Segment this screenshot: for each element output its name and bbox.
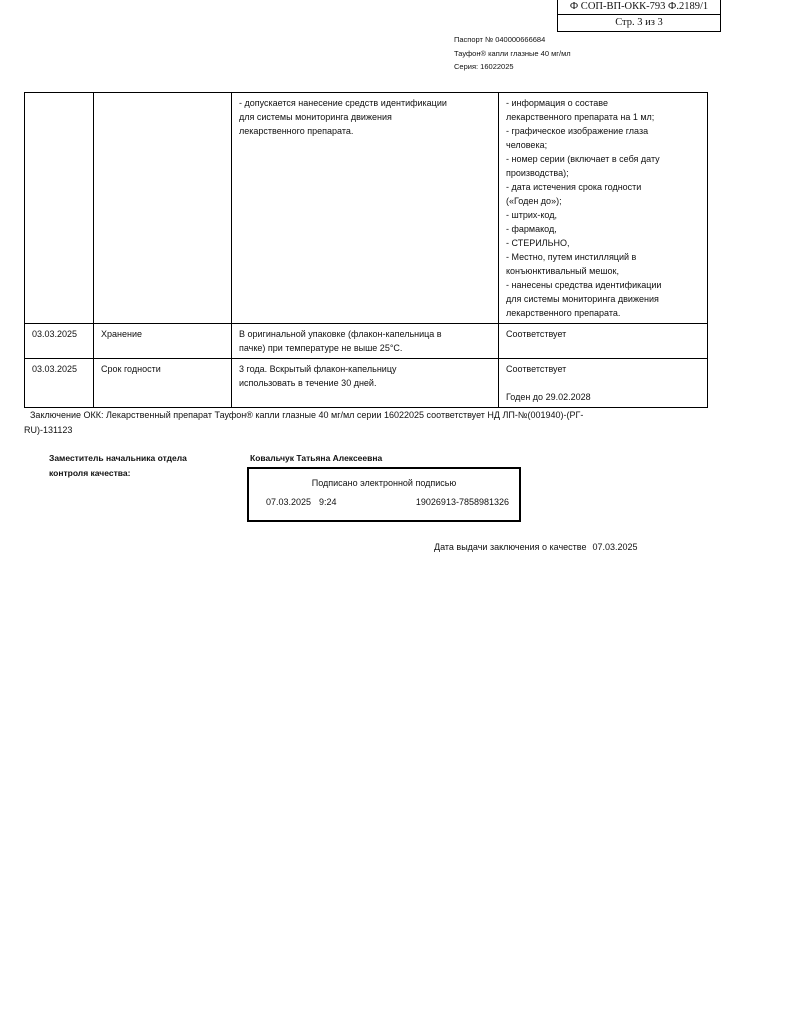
product-name: Тауфон® капли глазные 40 мг/мл (454, 48, 571, 58)
result-line: Соответствует (506, 364, 567, 374)
requirement-line: В оригинальной упаковке (флакон-капельница в (239, 329, 442, 339)
cell-result (499, 359, 708, 408)
table-row (25, 93, 708, 324)
requirement-line: 3 года. Вскрытый флакон-капельницу (239, 364, 397, 374)
result-line: человека; (506, 140, 548, 150)
result-line: - Местно, путем инстилляций в (506, 252, 637, 262)
cell-name: Срок годности (94, 359, 232, 408)
cell-name: Хранение (94, 324, 232, 359)
result-line: - дата истечения срока годности (506, 182, 642, 192)
issue-date-line (434, 542, 638, 552)
issue-label: Дата выдачи заключения о качестве (434, 542, 587, 552)
cell-date: 03.03.2025 (25, 359, 94, 408)
table-row (25, 324, 708, 359)
cell-result: Соответствует (499, 324, 708, 359)
issue-date: 07.03.2025 (592, 542, 638, 552)
result-line: («Годен до»); (506, 196, 562, 206)
esign-time: 9:24 (319, 497, 337, 507)
conclusion-label: Заключение ОКК: (30, 410, 104, 420)
position-line: контроля качества: (49, 468, 131, 478)
result-line: для системы мониторинга движения (506, 294, 659, 304)
result-line: - графическое изображение глаза (506, 126, 649, 136)
series-number: Серия: 16022025 (454, 62, 514, 71)
result-line: - информация о составе (506, 98, 608, 108)
requirement-line: использовать в течение 30 дней. (239, 378, 377, 388)
cell-date: 03.03.2025 (25, 324, 94, 359)
cell-requirement (232, 359, 499, 408)
result-line: производства); (506, 168, 569, 178)
signer-position (49, 451, 187, 481)
result-line: лекарственного препарата на 1 мл; (506, 112, 655, 122)
esign-certificate-id: 19026913-7858981326 (415, 497, 509, 507)
form-code: Ф СОП-ВП-ОКК-793 Ф.2189/1 (558, 0, 720, 15)
expiry-date: Годен до 29.02.2028 (506, 392, 591, 402)
cell-name (94, 93, 232, 324)
esign-date: 07.03.2025 (266, 497, 312, 507)
result-line: - нанесены средства идентификации (506, 280, 662, 290)
esign-header: Подписано электронной подписью (311, 478, 457, 488)
passport-number: Паспорт № 040000666684 (454, 35, 546, 44)
table-row (25, 359, 708, 408)
cell-requirement (232, 324, 499, 359)
page-number: Стр. 3 из 3 (615, 17, 663, 28)
requirement-line: пачке) при температуре не выше 25°С. (239, 343, 403, 353)
cell-date (25, 93, 94, 324)
conclusion-text: Лекарственный препарат Тауфон® капли глазные 40 мг/мл серии 16022025 соответствует НД ЛП-№(001940)-(РГ-RU)-131123 (24, 410, 584, 435)
position-line: Заместитель начальника отдела (49, 453, 187, 463)
signer-name: Ковальчук Татьяна Алексеевна (250, 453, 383, 463)
result-line: конъюнктивальный мешок, (506, 266, 619, 276)
result-line: - фармакод, (506, 224, 557, 234)
result-line: - штрих-код, (506, 210, 557, 220)
cell-result (499, 93, 708, 324)
cell-requirement (232, 93, 499, 324)
result-line: - номер серии (включает в себя дату (506, 154, 660, 164)
result-line: - СТЕРИЛЬНО, (506, 238, 570, 248)
requirement-line: для системы мониторинга движения (239, 112, 392, 122)
form-code-box (557, 0, 721, 32)
result-line: лекарственного препарата. (506, 308, 621, 318)
requirement-line: - допускается нанесение средств идентификации (239, 98, 447, 108)
passport-block (454, 33, 571, 74)
electronic-signature-stamp (247, 467, 521, 522)
conclusion (24, 408, 604, 438)
requirement-line: лекарственного препарата. (239, 126, 354, 136)
quality-table (24, 92, 708, 408)
